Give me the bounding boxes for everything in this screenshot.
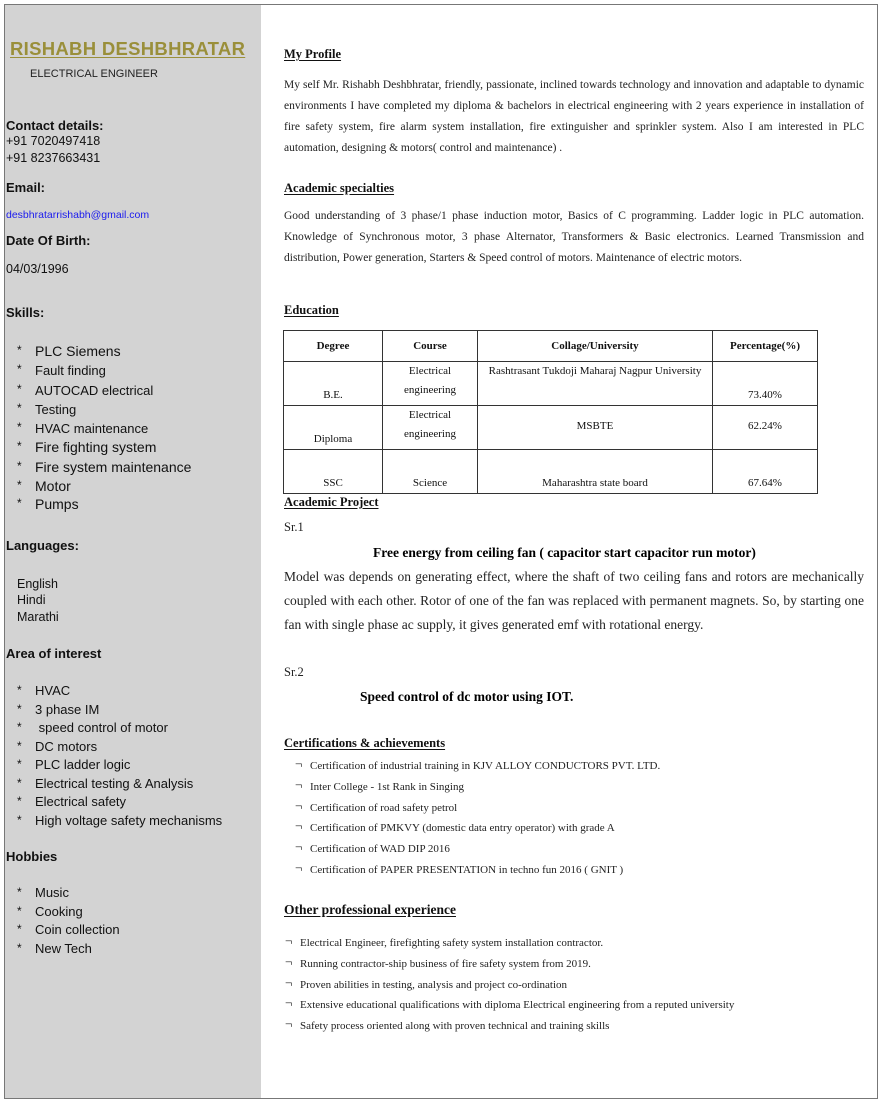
list-item: ¬ Certification of PAPER PRESENTATION in techno fun 2016 ( GNIT ) <box>295 860 660 881</box>
candidate-name: RISHABH DESHBHRATAR <box>10 38 246 59</box>
table-cell: Diploma <box>284 406 383 450</box>
list-item: * PLC ladder logic <box>12 756 222 775</box>
hobbies-heading: Hobbies <box>6 849 58 864</box>
certifications-list <box>295 756 660 881</box>
list-item: * Fire fighting system <box>12 438 191 457</box>
table-row <box>284 406 818 450</box>
list-item: * High voltage safety mechanisms <box>12 812 222 831</box>
candidate-role: ELECTRICAL ENGINEER <box>30 68 158 80</box>
skills-list <box>12 342 191 513</box>
contact-heading: Contact details: <box>6 118 104 133</box>
list-item: * New Tech <box>12 940 120 959</box>
list-item: * PLC Siemens <box>12 342 191 361</box>
experience-title: Other professional experience <box>284 902 456 917</box>
column-header: Course <box>383 331 478 362</box>
column-header: Percentage(%) <box>713 331 818 362</box>
project-1-title: Free energy from ceiling fan ( capacitor start capacitor run motor) <box>373 545 756 560</box>
project-sr2: Sr.2 <box>284 665 304 679</box>
education-title: Education <box>284 303 339 317</box>
education-table <box>283 330 818 494</box>
project-1-text: Model was depends on generating effect, where the shaft of two ceiling fans and rotors are mechanically coupled with each other. Rotor of one of the fan was replaced with permanent magnets. So, by starting one fan with single phase ac supply, it gives generated emf with rotational energy. <box>284 569 864 632</box>
profile-text: My self Mr. Rishabh Deshbhratar, friendly, passionate, inclined towards technology and innovation and adaptable to dynamic environments I have completed my diploma & bachelors in electrical engineering with 2 years experience in installation of fire safety system, fire alarm system installation, fire extinguisher and sprinkler system. Also I am interested in PLC automation, designing & motors( control and maintenance) . <box>284 79 864 154</box>
column-header: Collage/University <box>478 331 713 362</box>
experience-list <box>285 933 734 1037</box>
list-item: * AUTOCAD electrical <box>12 381 191 400</box>
list-item: * Electrical safety <box>12 793 222 812</box>
table-cell: Maharashtra state board <box>478 450 713 494</box>
list-item: * Cooking <box>12 903 120 922</box>
table-cell: Rashtrasant Tukdoji Maharaj Nagpur University <box>478 362 713 406</box>
list-item: * 3 phase IM <box>12 701 222 720</box>
table-cell: 62.24% <box>713 406 818 450</box>
list-item: ¬ Safety process oriented along with proven technical and training skills <box>285 1016 734 1037</box>
project-2-title: Speed control of dc motor using IOT. <box>360 689 574 704</box>
project-sr1: Sr.1 <box>284 520 304 534</box>
language-hindi: Hindi <box>17 593 46 607</box>
certifications-title: Certifications & achievements <box>284 736 446 750</box>
table-cell: SSC <box>284 450 383 494</box>
list-item: * Fire system maintenance <box>12 458 191 477</box>
list-item: * HVAC maintenance <box>12 419 191 438</box>
table-cell: Electrical engineering <box>383 362 478 406</box>
list-item: * Music <box>12 884 120 903</box>
list-item: ¬ Certification of industrial training in KJV ALLOY CONDUCTORS PVT. LTD. <box>295 756 660 777</box>
language-marathi: Marathi <box>17 610 59 624</box>
column-header: Degree <box>284 331 383 362</box>
table-cell: MSBTE <box>478 406 713 450</box>
list-item: * Motor <box>12 477 191 496</box>
list-item: ¬ Electrical Engineer, firefighting safety system installation contractor. <box>285 933 734 954</box>
phone-1: +91 7020497418 <box>6 134 101 148</box>
list-item: * DC motors <box>12 738 222 757</box>
table-cell: Electrical engineering <box>383 406 478 450</box>
profile-title: My Profile <box>284 47 342 61</box>
list-item: * speed control of motor <box>12 719 222 738</box>
list-item: * HVAC <box>12 682 222 701</box>
list-item: ¬ Running contractor-ship business of fire safety system from 2019. <box>285 954 734 975</box>
list-item: ¬ Extensive educational qualifications with diploma Electrical engineering from a reputed university <box>285 995 734 1016</box>
list-item: * Pumps <box>12 496 191 513</box>
email-link[interactable]: desbhratarrishabh@gmail.com <box>6 209 150 221</box>
list-item: ¬ Certification of PMKVY (domestic data entry operator) with grade A <box>295 818 660 839</box>
table-row <box>284 362 818 406</box>
list-item: ¬ Certification of WAD DIP 2016 <box>295 839 660 860</box>
dob-value: 04/03/1996 <box>6 262 69 276</box>
list-item: * Electrical testing & Analysis <box>12 775 222 794</box>
languages-heading: Languages: <box>6 538 79 553</box>
list-item: * Testing <box>12 400 191 419</box>
hobbies-list <box>12 884 120 958</box>
interest-list <box>12 682 222 830</box>
table-cell: Science <box>383 450 478 494</box>
list-item: ¬ Inter College - 1st Rank in Singing <box>295 777 660 798</box>
table-cell: 67.64% <box>713 450 818 494</box>
specialties-title: Academic specialties <box>284 181 395 195</box>
list-item: * Fault finding <box>12 361 191 380</box>
skills-heading: Skills: <box>6 305 45 320</box>
table-cell: 73.40% <box>713 362 818 406</box>
table-row <box>284 450 818 494</box>
table-cell: B.E. <box>284 362 383 406</box>
specialties-text: Good understanding of 3 phase/1 phase induction motor, Basics of C programming. Ladder logic in PLC automation. Knowledge of Synchronous motor, 3 phase Alternator, Transformers & Basic electronics. Learned Transmission and distribution, Power generation, Starters & Speed control of motors. Maintenance of electric motors. <box>284 210 864 264</box>
table-header-row <box>284 331 818 362</box>
list-item: ¬ Certification of road safety petrol <box>295 798 660 819</box>
phone-2: +91 8237663431 <box>6 151 101 165</box>
interest-heading: Area of interest <box>6 646 102 661</box>
project-title: Academic Project <box>284 495 379 509</box>
dob-heading: Date Of Birth: <box>6 233 91 248</box>
email-heading: Email: <box>6 180 46 195</box>
list-item: ¬ Proven abilities in testing, analysis and project co-ordination <box>285 975 734 996</box>
language-english: English <box>17 577 58 591</box>
list-item: * Coin collection <box>12 921 120 940</box>
